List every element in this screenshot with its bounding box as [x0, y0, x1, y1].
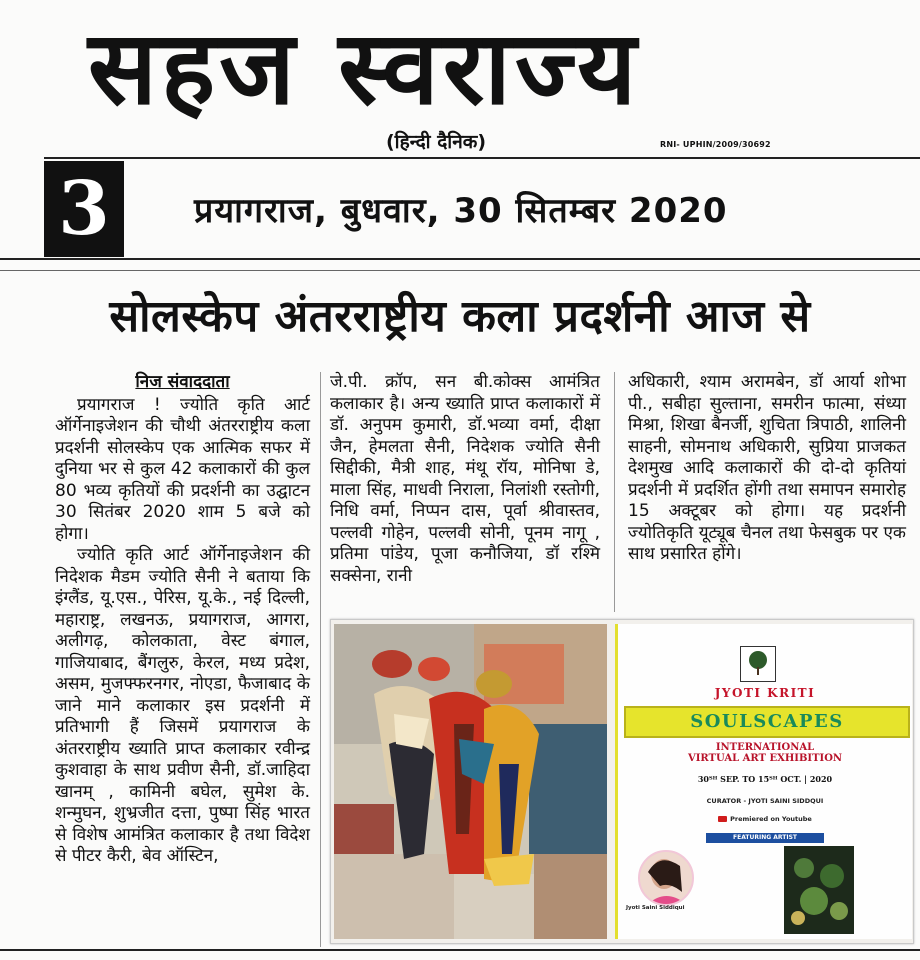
poster-premiere-text: Premiered on Youtube	[730, 815, 812, 823]
abstract-painting	[334, 624, 607, 939]
newspaper-subtitle: (हिन्दी दैनिक)	[386, 131, 487, 153]
org-logo	[740, 646, 776, 682]
paragraph: अधिकारी, श्याम अरामबेन, डॉ आर्या शोभा पी., सबीहा सुल्ताना, समरीन फात्मा, संध्या मिश्रा, शिखा बैनर्जी, शुचिता त्रिपाठी, शालिनी साहनी, सोमनाथ अधिकारी, सुप्रिया प्राजकत देशमुख आदि कलाकारों की दो-दो कृतियां प्रदर्शनी में प्रदर्शित होंगी तथा समापन समारोह 15 अक्टूबर को होगा। यह प्रदर्शनी ज्योतिकृति यूट्यूब चैनल तथा फेसबुक पर एक साथ प्रसारित होंगे।	[628, 372, 906, 564]
paragraph: ज्योति कृति आर्ट ऑर्गेनाइजेशन की निदेशक मैडम ज्योति सैनी ने बताया कि इंग्लैंड, यू.एस., पेरिस, यू.के., नई दिल्ली, महाराष्ट्र, लखनऊ, प्रयागराज, आगरा, अलीगढ़, कोलकाता, वेस्ट बंगाल, गाजियाबाद, बैंगलुरु, केरल, मध्य प्रदेश, असम, मुजफ्फरनगर, नोएडा, फैजाबाद के जाने माने कलाकार इस प्रदर्शनी में प्रतिभागी हैं जिसमें प्रयागराज के अंतरराष्ट्रीय ख्याति प्राप्त कलाकार रवीन्द्र कुशवाहा के साथ प्रवीण सैनी, डॉ.जाहिदा खानम् , कामिनी बघेल, सुमेश के. शन्मुघन, शुभ्रजीत दत्ता, पुष्पा सिंह भारत से विशेष आमंत्रित कलाकार है तथा विदेश से पीटर कैरी, बेव ऑस्टिन,	[55, 545, 310, 866]
poster-org: JYOTI KRITI	[714, 686, 816, 700]
page-number: 3	[44, 161, 124, 257]
dateline: प्रयागराज, बुधवार, 30 सितम्बर 2020	[194, 191, 728, 231]
poster-dates: 30ᵀᴴ SEP. TO 15ᵀᴴ OCT. | 2020	[697, 774, 833, 784]
poster-subtitle-line: VIRTUAL ART EXHIBITION	[687, 753, 843, 764]
newspaper-title: सहज स्वराज्य	[88, 9, 641, 128]
divider	[44, 157, 920, 159]
column-divider	[614, 372, 615, 612]
paragraph: जे.पी. क्रॉप, सन बी.कोक्स आमंत्रित कलाकार है। अन्य ख्याति प्राप्त कलाकारों में डॉ. अनुपम कुमारी, डॉ.भव्या वर्मा, दीक्षा जैन, हेमलता सैनी, निदेशक ज्योति सैनी सिद्दीकी, मैत्री शाह, मंथू रॉय, मोनिषा डे, माला सिंह, माधवी निराला, निलांशी रस्तोगी, निधि वर्मा, निप्पन दास, पूर्वा श्रीवास्तव, पल्लवी गोहेन, पल्लवी सोनी, पूनम नागू , प्रतिमा पांडेय, पूजा कनौजिया, डॉ रश्मि सक्सेना, रानी	[330, 372, 600, 586]
article-headline: सोलस्केप अंतरराष्ट्रीय कला प्रदर्शनी आज से	[109, 291, 811, 342]
poster-curator: CURATOR - JYOTI SAINI SIDDQUI	[706, 797, 824, 805]
masthead	[0, 0, 920, 158]
artist-avatar	[638, 850, 694, 906]
youtube-icon	[718, 816, 727, 822]
rni-number: RNI- UPHIN/2009/30692	[660, 140, 771, 149]
poster-title: SOULSCAPES	[624, 706, 910, 738]
divider	[0, 949, 920, 951]
article-column-2	[330, 372, 600, 587]
article-column-1	[55, 372, 310, 868]
poster-subtitle-line: INTERNATIONAL	[715, 742, 815, 753]
artist-name: Jyoti Saini Siddiqui	[626, 905, 685, 911]
artwork-thumbnail	[784, 846, 854, 934]
divider	[0, 270, 920, 271]
poster-premiere	[618, 815, 912, 823]
column-divider	[320, 372, 321, 947]
exhibition-poster	[330, 619, 914, 944]
divider	[0, 258, 920, 260]
article-column-3	[628, 372, 906, 566]
paragraph: प्रयागराज ! ज्योति कृति आर्ट ऑर्गेनाइजेशन की चौथी अंतरराष्ट्रीय कला प्रदर्शनी सोलस्केप एक आत्मिक सफर में दुनिया भर से कुल 42 कलाकारों की कुल 80 भव्य कृतियों की प्रदर्शनी का उद्घाटन 30 सितंबर 2020 शाम 5 बजे को होगा।	[55, 394, 310, 544]
byline: निज संवाददाता	[135, 372, 230, 392]
poster-featuring: FEATURING ARTIST	[706, 833, 824, 843]
poster-info-panel	[615, 624, 912, 939]
poster-subtitle	[618, 742, 912, 764]
